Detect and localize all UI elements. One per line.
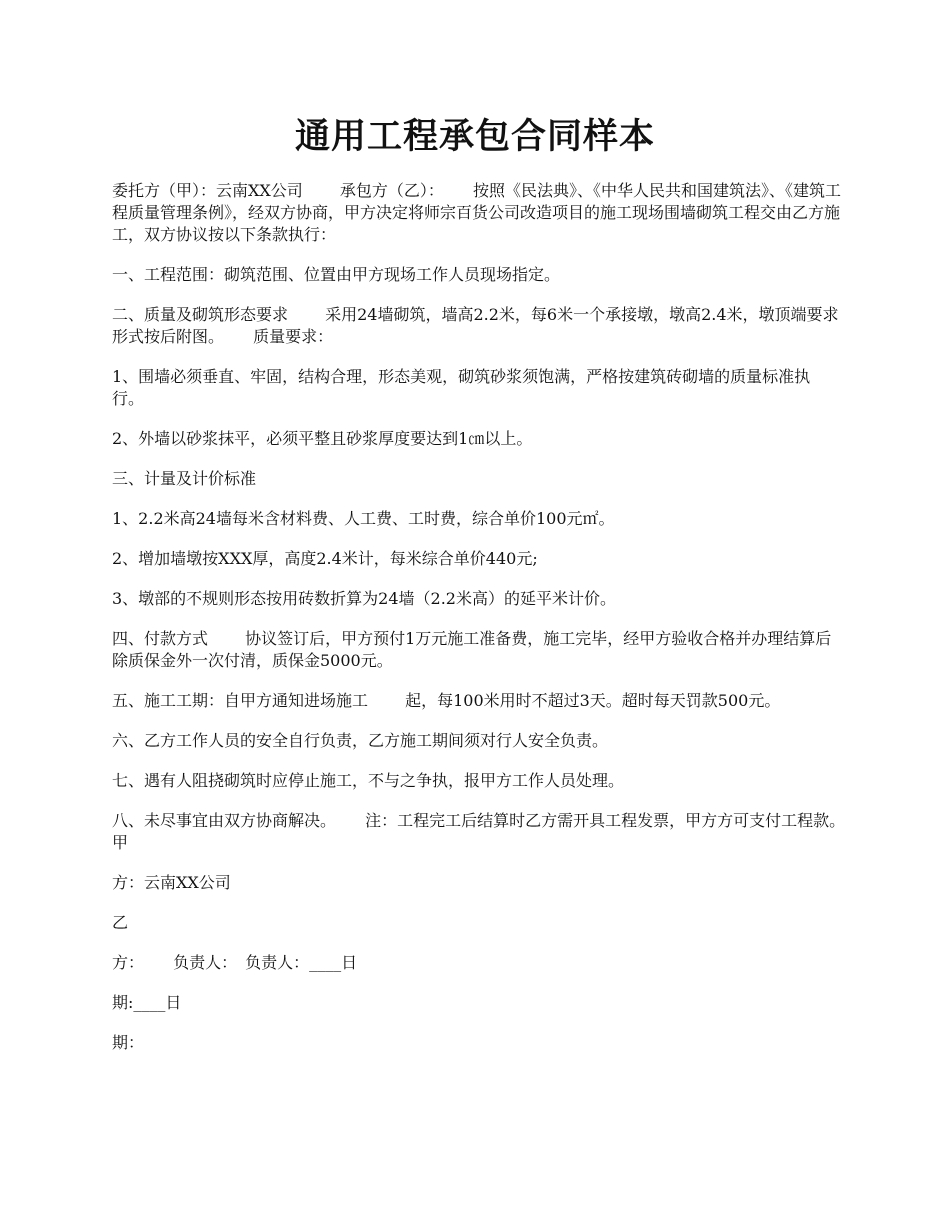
section-quality: 二、质量及砌筑形态要求 采用24墙砌筑，墙高2.2米，每6米一个承接墩，墩高2.4米，墩顶端要求形式按后附图。 质量要求： <box>112 305 839 346</box>
pricing-item-1: 1、2.2米高24墙每米含材料费、人工费、工时费，综合单价100元㎡。 <box>112 509 615 528</box>
section-obstruction: 七、遇有人阻挠砌筑时应停止施工，不与之争执，报甲方工作人员处理。 <box>112 771 625 790</box>
signature-party-a: 方：云南XX公司 <box>112 873 231 892</box>
signature-date-2: 期： <box>112 1033 145 1052</box>
section-misc: 八、未尽事宜由双方协商解决。 注：工程完工后结算时乙方需开具工程发票，甲方方可支付工程款。 甲 <box>112 811 875 852</box>
document-title: 通用工程承包合同样本 <box>294 117 655 157</box>
signature-party-b-label: 乙 <box>112 913 129 932</box>
quality-item-1: 1、围墙必须垂直、牢固，结构合理，形态美观，砌筑砂浆须饱满，严格按建筑砖砌墙的质量标准执行。 <box>112 367 811 408</box>
document-body <box>112 180 875 1072</box>
quality-item-2: 2、外墙以砂浆抹平，必须平整且砂浆厚度要达到1㎝以上。 <box>112 429 533 448</box>
section-schedule: 五、施工工期：自甲方通知进场施工 起，每100米用时不超过3天。超时每天罚款500元。 <box>112 691 781 710</box>
section-pricing: 三、计量及计价标准 <box>112 469 257 488</box>
signature-responsible: 方： 负责人： 负责人：____日 <box>112 953 358 972</box>
section-safety: 六、乙方工作人员的安全自行负责，乙方施工期间须对行人安全负责。 <box>112 731 609 750</box>
section-payment: 四、付款方式 协议签订后，甲方预付1万元施工准备费，施工完毕，经甲方验收合格并办理结算后除质保金外一次付清，质保金5000元。 <box>112 629 832 670</box>
signature-date-1: 期:____日 <box>112 993 182 1012</box>
pricing-item-2: 2、增加墙墩按XXX厚，高度2.4米计，每米综合单价440元; <box>112 549 538 568</box>
intro-paragraph: 委托方（甲）：云南XX公司 承包方（乙）： 按照《民法典》、《中华人民共和国建筑法》、《建筑工程质量管理条例》，经双方协商，甲方决定将师宗百货公司改造项目的施工现场围墙砌筑工程交由乙方施工，双方协议按以下条款执行： <box>112 181 841 244</box>
pricing-item-3: 3、墩部的不规则形态按用砖数折算为24墙（2.2米高）的延平米计价。 <box>112 589 616 608</box>
section-scope: 一、工程范围：砌筑范围、位置由甲方现场工作人员现场指定。 <box>112 265 561 284</box>
